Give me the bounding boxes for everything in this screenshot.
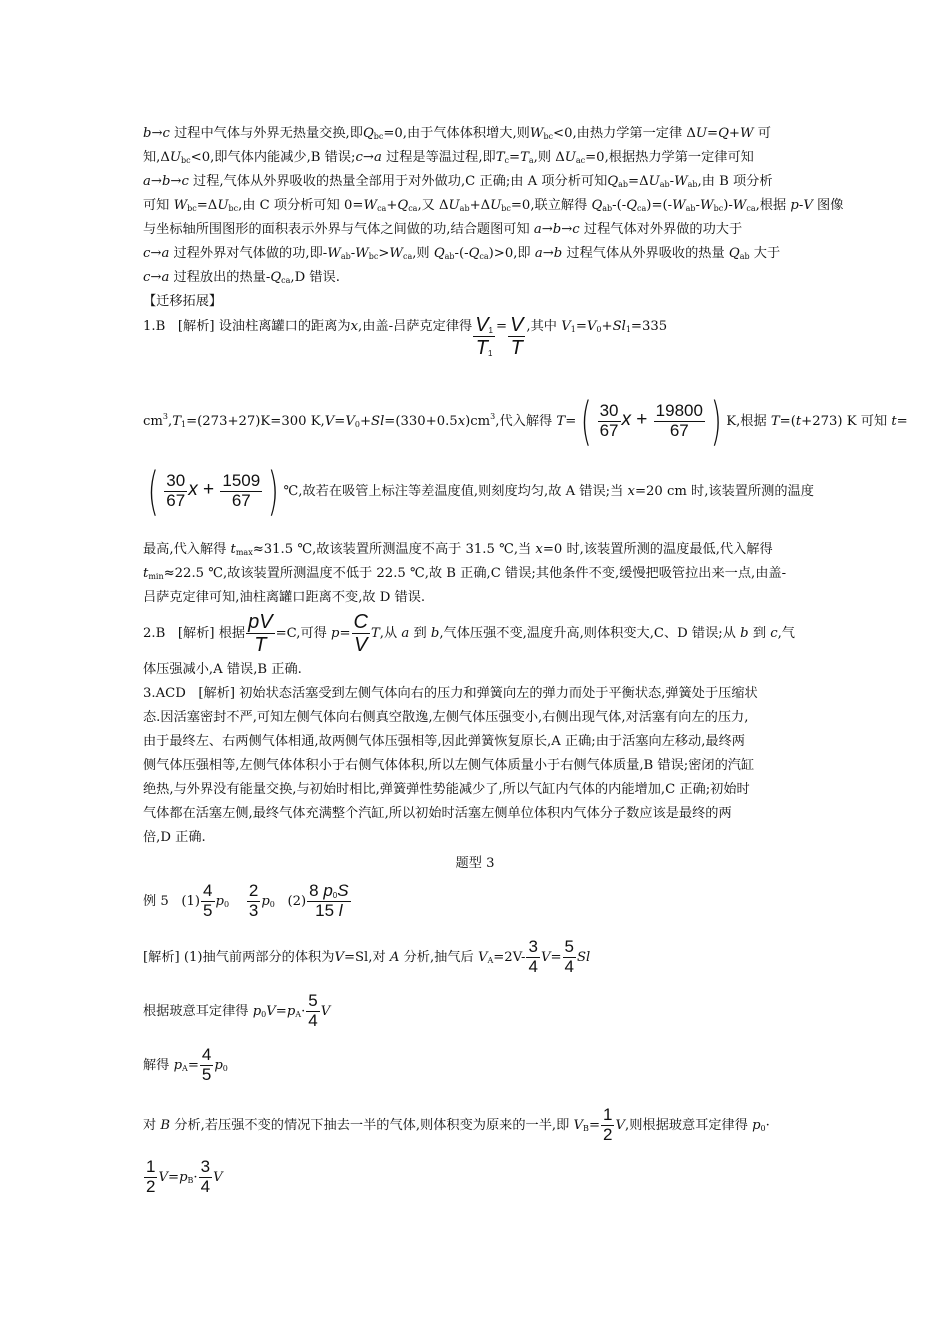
q1-line5: $t_{min}\approx 22.5$ ℃,故该装置所测温度不低于 22.5 ℃,故 B 正确,C 错误;其他条件不变,缓慢把吸管拉出来一点,由盖- xyxy=(143,566,787,581)
fraction-1-2-b: $\frac{1}{2}$ xyxy=(146,1157,156,1196)
para1-line7: c→a 过程放出的热量$-Q_{ca},D$ 错误. xyxy=(143,270,340,285)
q1-line2: $cm^3,T_1=(273+27)K=300$ $K,V=V_0+Sl=(330+0.5x)cm^3$,代入解得 T=( $\frac{30}{67}$ x + $\frac{19800}{67}$ ) K,根据 T=(t+273) K 可知 t= xyxy=(143,391,908,452)
q2-line1: 2.B [解析] 根据 $\frac{pV}{T}$ =C,可得 p= $\frac{C}{V}$ T,从 a 到 b,气体压强不变,温度升高,则体积变大,C、D 错误;从 b 到 c,气 xyxy=(143,611,795,656)
q3-line1: 3.ACD [解析] 初始状态活塞受到左侧气体向右的压力和弹簧向左的弹力而处于平衡状态,弹簧处于压缩状 xyxy=(143,686,758,701)
fraction-1509-67: $\frac{1509}{67}$ xyxy=(222,471,261,510)
example5-answers: 例 5 (1) $\frac{4}{5}$ $p_0$ $\frac{2}{3}$ $p_0$ (2) $\frac{8 p_0S}{15 l}$ xyxy=(143,881,349,920)
para1-line2: 知$,\Delta U_{bc}<0$,即气体内能减少,B 错误;c→a 过程是等温过程,即$T_c=T_a$,则 $\Delta U_{ac}=0$,根据热力学第一定律可知 xyxy=(143,150,754,165)
fraction-4-5-b: $\frac{4}{5}$ xyxy=(201,1045,212,1084)
q3-line3: 由于最终左、右两侧气体相通,故两侧气体压强相等,因此弹簧恢复原长,A 正确;由于活塞向左移动,最终两 xyxy=(143,734,745,749)
para1-line5: 与坐标轴所围图形的面积表示外界与气体之间做的功,结合题图可知 a→b→c 过程气体对外界做的功大于 xyxy=(143,222,743,237)
fraction-30-67: $\frac{30}{67}$ xyxy=(599,401,619,440)
type-title: 题型 3 xyxy=(455,856,495,871)
q3-line2: 态.因活塞密封不严,可知左侧气体向右侧真空散逸,左侧气体压强变小,右侧出现气体,对活塞有向左的压力, xyxy=(143,710,749,725)
q1-line1: 1.B [解析] 设油柱离罐口的距离为x,由盖-吕萨克定律得 $\frac{V_1}{T_1}$ = $\frac{V}{T}$ ,其中 $V_1=V_0+Sl_1=335$ xyxy=(143,314,668,359)
q3-line7: 倍,D 正确. xyxy=(143,830,206,845)
fraction-c-v: $\frac{C}{V}$ xyxy=(353,611,368,656)
q3-line5: 绝热,与外界没有能量交换,与初始时相比,弹簧弹性势能减少了,所以气缸内气体的内能增加,C 正确;初始时 xyxy=(143,782,750,797)
para1-line3: a→b→c 过程,气体从外界吸收的热量全部用于对外做功,C 正确;由 A 项分析可知$Q_{ab}=\Delta U_{ab}-W_{ab}$,由 B 项分析 xyxy=(143,174,773,189)
document-page xyxy=(143,122,908,1204)
q2-line2: 体压强减小,A 错误,B 正确. xyxy=(143,662,302,677)
fraction-pv-t: $\frac{pV}{T}$ xyxy=(248,611,273,656)
fraction-2-3: $\frac{2}{3}$ xyxy=(248,881,259,920)
solution-line2: 根据玻意耳定律得 $p_0V=p_A\cdot$ $\frac{5}{4}$ V xyxy=(143,991,331,1030)
solution-line3: 解得 $p_A=$ $\frac{4}{5}$ $p_0$ xyxy=(143,1045,228,1084)
solution-line1: [解析] (1)抽气前两部分的体积为V=Sl,对 A 分析,抽气后 $V_A=2V-$ $\frac{3}{4}$ V= $\frac{5}{4}$ Sl xyxy=(143,937,591,976)
fraction-8p0s-15l: $\frac{8 p_0S}{15 l}$ xyxy=(309,881,349,920)
para1-line1: b→c 过程中气体与外界无热量交换,即$Q_{bc}=0$,由于气体体积增大,则$W_{bc}<0$,由热力学第一定律 ΔU=Q+W 可 xyxy=(143,126,771,141)
fraction-19800-67: $\frac{19800}{67}$ xyxy=(655,401,703,440)
q1-line6: 吕萨克定律可知,油柱离罐口距离不变,故 D 错误. xyxy=(143,590,426,605)
section-title: 【迁移拓展】 xyxy=(143,294,223,309)
fraction-3-4-b: $\frac{3}{4}$ xyxy=(200,1157,211,1196)
q1-line3: ( $\frac{30}{67}$ x + $\frac{1509}{67}$ ) ℃,故若在吸管上标注等差温度值,则刻度均匀,故 A 错误;当 x=20 cm 时,该装置所测的温度 xyxy=(147,461,814,522)
fraction-30-67-b: $\frac{30}{67}$ xyxy=(166,471,186,510)
para1-line4: 可知 $W_{bc}=\Delta U_{bc}$,由 C 项分析可知 $0=W_{ca}+Q_{ca}$,又 $\Delta U_{ab}+\Delta U_{bc}=0$,联立解得 $Q_{ab}-(-Q_{ca})=(-W_{ab}-W_{bc})-W_{ca}$,根据 p-V 图像 xyxy=(143,198,844,213)
solution-line4: 对 B 分析,若压强不变的情况下抽去一半的气体,则体积变为原来的一半,即 $V_B=$ $\frac{1}{2}$ V,则根据玻意耳定律得 $p_0\cdot$ xyxy=(143,1105,770,1144)
fraction-3-4: $\frac{3}{4}$ xyxy=(528,937,538,976)
fraction-5-4-b: $\frac{5}{4}$ xyxy=(308,991,318,1030)
q3-line4: 侧气体压强相等,左侧气体体积小于右侧气体体积,所以左侧气体质量小于右侧气体质量,B 错误;密闭的汽缸 xyxy=(143,758,755,773)
solution-line5: $\frac{1}{2}$ $V=p_B\cdot$ $\frac{3}{4}$ V xyxy=(146,1157,223,1196)
para1-line6: c→a 过程外界对气体做的功,即$-W_{ab}-W_{bc}>W_{ca}$,则 $Q_{ab}-(-Q_{ca})>0$,即 a→b 过程气体从外界吸收的热量 $Q_{ab}$ 大于 xyxy=(143,246,781,261)
fraction-5-4: $\frac{5}{4}$ xyxy=(564,937,574,976)
q1-line4: 最高,代入解得 $t_{max}\approx 31.5$ ℃,故该装置所测温度不高于 31.5 ℃,当 x=0 时,该装置所测的温度最低,代入解得 xyxy=(143,542,773,557)
fraction-v1-t1: $\frac{V_1}{T_1}$ xyxy=(475,314,493,359)
fraction-1-2: $\frac{1}{2}$ xyxy=(603,1105,613,1144)
q3-line6: 气体都在活塞左侧,最终气体充满整个汽缸,所以初始时活塞左侧单位体积内气体分子数应该是最终的两 xyxy=(143,806,732,821)
fraction-4-5: $\frac{4}{5}$ xyxy=(203,881,213,920)
fraction-v-t: $\frac{V}{T}$ xyxy=(510,314,524,359)
